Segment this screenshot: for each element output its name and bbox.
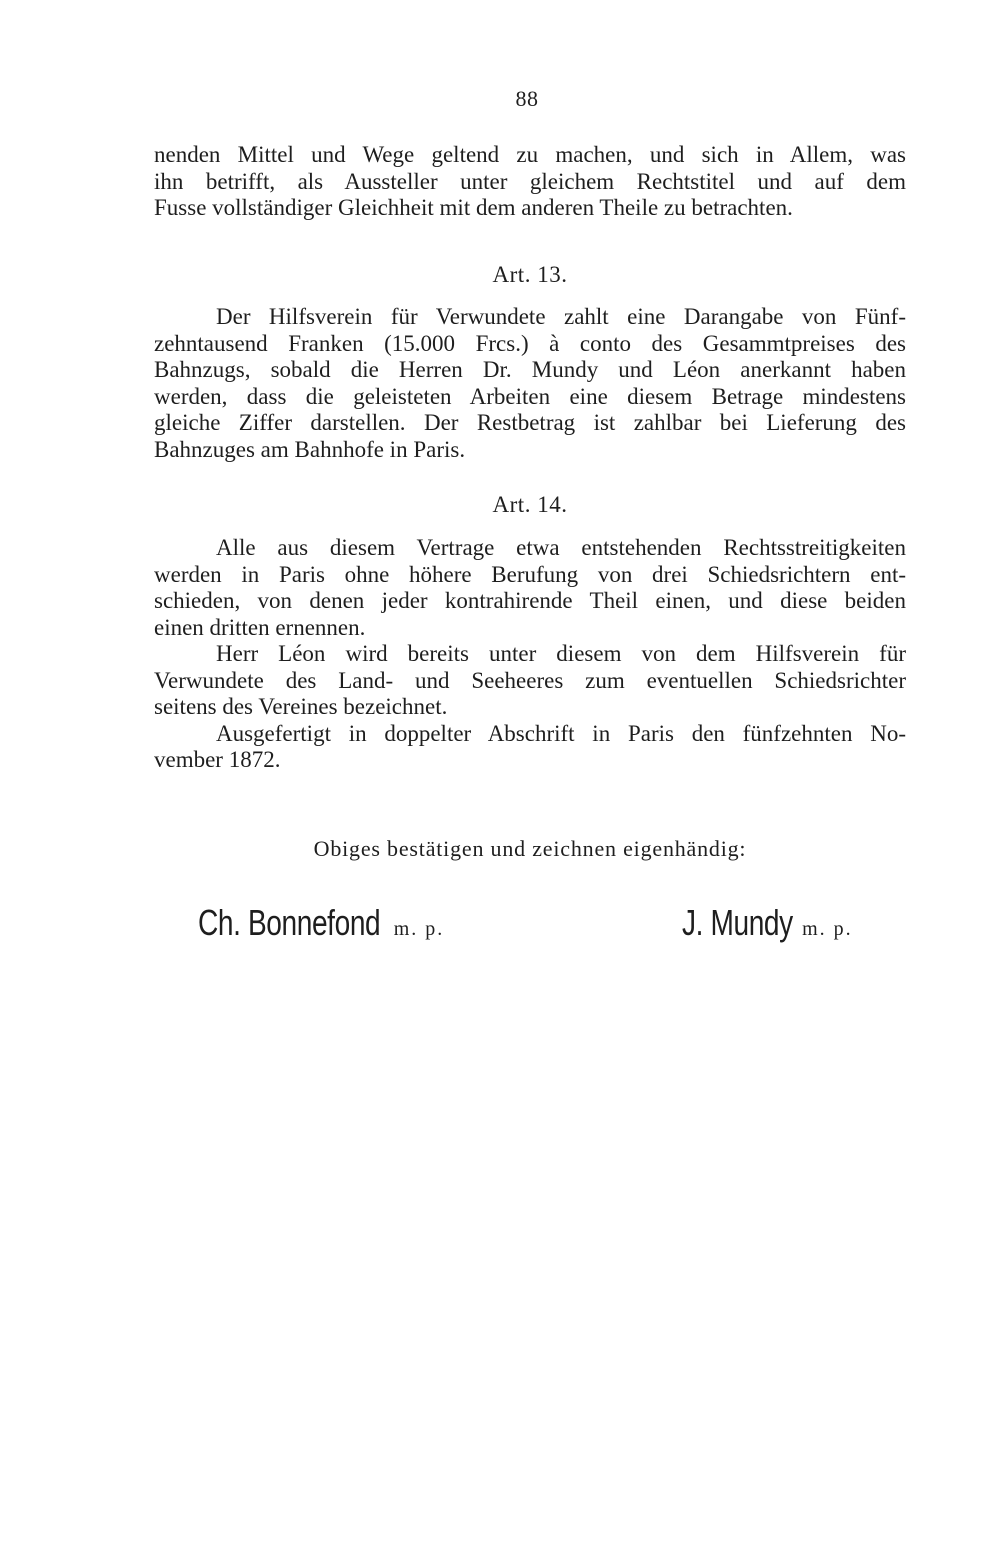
text-line: seitens des Vereines bezeichnet. bbox=[154, 694, 448, 719]
text-line: Bahnzugs, sobald die Herren Dr. Mundy und Léon anerkannt haben bbox=[154, 357, 906, 382]
signature-bonnefond bbox=[198, 902, 444, 944]
signature-mundy bbox=[682, 902, 853, 944]
text-line: einen dritten ernennen. bbox=[154, 614, 366, 640]
article-14-paragraph-1 bbox=[154, 535, 906, 641]
article-14-heading: Art. 14. bbox=[492, 492, 568, 517]
signature-name: J. Mundy bbox=[682, 902, 793, 943]
article-14-paragraph-3 bbox=[154, 721, 906, 774]
article-14-section bbox=[154, 535, 906, 774]
text-line: nenden Mittel und Wege geltend zu machen, und sich in Allem, was bbox=[154, 142, 906, 167]
article-13-heading: Art. 13. bbox=[492, 262, 568, 287]
text-line: zehntausend Franken (15.000 Frcs.) à conto des Gesammtpreises des bbox=[154, 330, 906, 356]
text-line: Herr Léon wird bereits unter diesem von dem Hilfsverein für bbox=[216, 641, 906, 666]
confirmation-line: Obiges bestätigen und zeichnen eigenhändig: bbox=[313, 836, 747, 861]
text-line: werden, dass die geleisteten Arbeiten eine diesem Betrage mindestens bbox=[154, 383, 906, 409]
page-number: 88 bbox=[515, 86, 539, 111]
text-line: Der Hilfsverein für Verwundete zahlt eine Darangabe von Fünf- bbox=[216, 304, 906, 329]
signature-suffix: m. p. bbox=[802, 918, 853, 940]
text-line: Ausgefertigt in doppelter Abschrift in Paris den fünfzehnten No- bbox=[216, 720, 906, 746]
text-line: Alle aus diesem Vertrage etwa entstehenden Rechtsstreitigkeiten bbox=[216, 535, 906, 560]
text-line: werden in Paris ohne höhere Berufung von drei Schiedsrichtern ent- bbox=[154, 561, 906, 587]
text-line: Fusse vollständiger Gleichheit mit dem anderen Theile zu betrachten. bbox=[154, 195, 793, 220]
text-line: vember 1872. bbox=[154, 747, 281, 772]
intro-paragraph bbox=[154, 142, 906, 222]
signature-name: Ch. Bonnefond bbox=[198, 902, 381, 943]
text-line: ihn betrifft, als Aussteller unter gleichem Rechtstitel und auf dem bbox=[154, 168, 906, 194]
text-line: Bahnzuges am Bahnhofe in Paris. bbox=[154, 436, 466, 462]
text-line: schieden, von denen jeder kontrahirende Theil einen, und diese beiden bbox=[154, 588, 906, 613]
article-13-paragraph bbox=[154, 304, 906, 463]
text-line: Verwundete des Land- und Seeheeres zum eventuellen Schiedsrichter bbox=[154, 667, 906, 693]
article-14-paragraph-2 bbox=[154, 641, 906, 721]
signature-suffix: m. p. bbox=[393, 918, 445, 940]
text-line: gleiche Ziffer darstellen. Der Restbetrag ist zahlbar bei Lieferung des bbox=[154, 410, 906, 435]
